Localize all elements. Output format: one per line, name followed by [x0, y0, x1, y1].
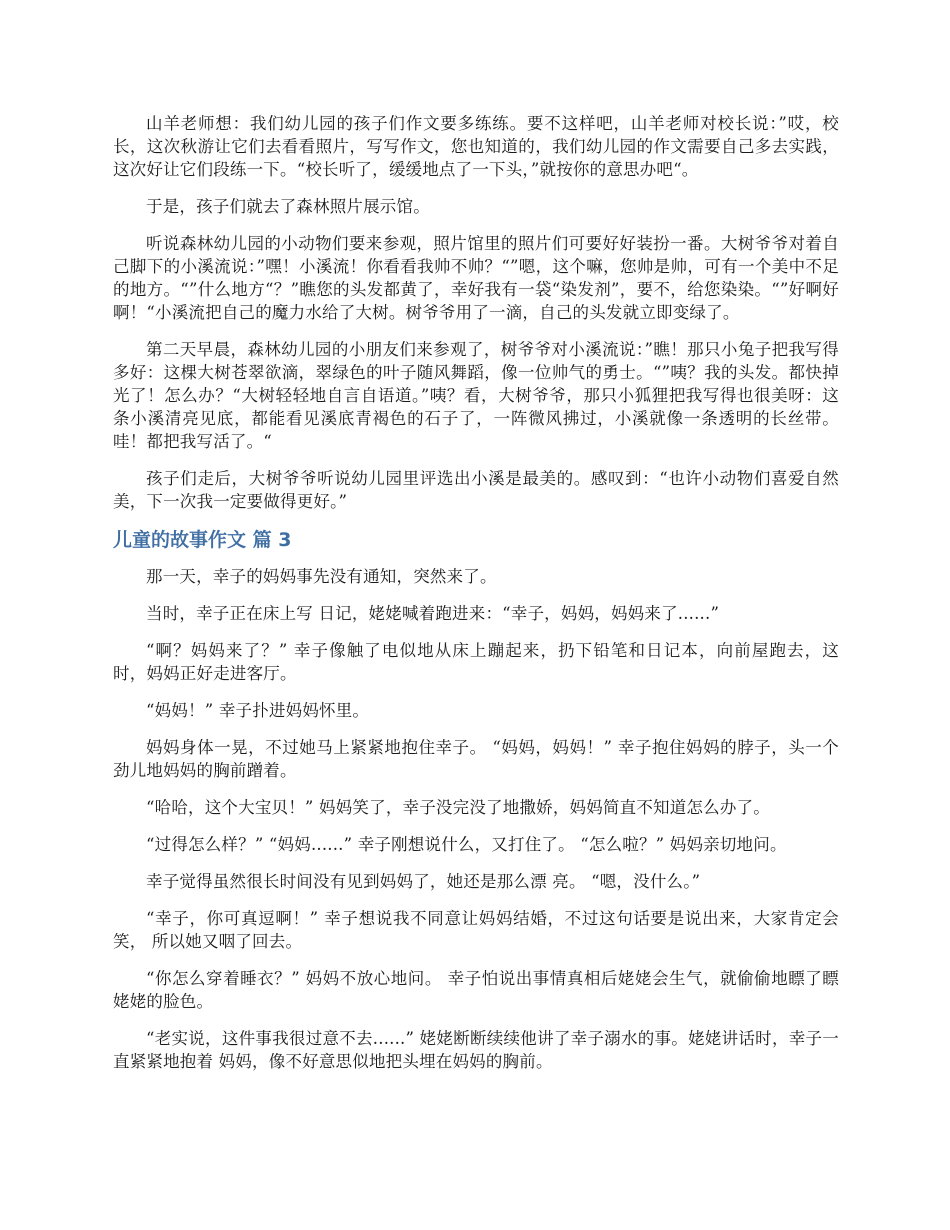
paragraph: “妈妈！” 幸子扑进妈妈怀里。	[146, 701, 370, 720]
section-heading: 儿童的故事作文 篇 3	[113, 529, 292, 551]
paragraph: “幸子，你可真逗啊！” 幸子想说我不同意让妈妈结婚，不过这句话要是说出来，大家肯定会笑， 所以她又咽了回去。	[113, 909, 839, 951]
story-section-2-end	[113, 112, 839, 513]
paragraph: 当时，幸子正在床上写 日记，姥姥喊着跑进来：“幸子，妈妈，妈妈来了......”	[146, 604, 720, 623]
paragraph: “老实说，这件事我很过意不去......” 姥姥断断续续他讲了幸子溺水的事。姥姥讲话时，幸子一直紧紧地抱着 妈妈，像不好意思似地把头埋在妈妈的胸前。	[113, 1029, 839, 1071]
paragraph: 妈妈身体一晃，不过她马上紧紧地抱住幸子。 “妈妈，妈妈！” 幸子抱住妈妈的脖子，头一个劲儿地妈妈的胸前蹭着。	[113, 738, 839, 780]
paragraph: 孩子们走后，大树爷爷听说幼儿园里评选出小溪是最美的。感叹到：“也许小动物们喜爱自然美，下一次我一定要做得更好。”	[113, 469, 839, 511]
paragraph: 第二天早晨，森林幼儿园的小朋友们来参观了，树爷爷对小溪流说：”瞧！那只小兔子把我写得多好：这棵大树苍翠欲滴，翠绿色的叶子随风舞蹈，像一位帅气的勇士。“”咦？我的头发。都快掉光了！怎么办？“大树轻轻地自言自语道。”咦？看，大树爷爷，那只小狐狸把我写得也很美呀：这条小溪清亮见底，都能看见溪底青褐色的石子了，一阵微风拂过，小溪就像一条透明的长丝带。哇！都把我写活了。“	[113, 340, 839, 451]
paragraph: “哈哈，这个大宝贝！” 妈妈笑了，幸子没完没了地撒娇，妈妈简直不知道怎么办了。	[146, 798, 770, 817]
story-section-3	[113, 565, 839, 1073]
paragraph: 听说森林幼儿园的小动物们要来参观，照片馆里的照片们可要好好装扮一番。大树爷爷对着自己脚下的小溪流说：”嘿！小溪流！你看看我帅不帅？“”嗯，这个嘛，您帅是帅，可有一个美中不足的地方。“”什么地方“？”瞧您的头发都黄了，幸好我有一袋“染发剂”，要不，给您染染。“”好啊好啊！“小溪流把自己的魔力水给了大树。树爷爷用了一滴，自己的头发就立即变绿了。	[113, 234, 839, 322]
paragraph: “过得怎么样？” “妈妈......” 幸子刚想说什么，又打住了。 “怎么啦？” 妈妈亲切地问。	[146, 835, 787, 854]
paragraph: 幸子觉得虽然很长时间没有见到妈妈了，她还是那么漂 亮。 “嗯，没什么。”	[146, 872, 701, 891]
document-page	[113, 112, 839, 1087]
paragraph: 山羊老师想：我们幼儿园的孩子们作文要多练练。要不这样吧，山羊老师对校长说：”哎，校长，这次秋游让它们去看看照片，写写作文，您也知道的，我们幼儿园的作文需要自己多去实践，这次好让它们段练一下。“校长听了，缓缓地点了一下头，”就按你的意思办吧“。	[113, 114, 839, 179]
paragraph: 于是，孩子们就去了森林照片展示馆。	[146, 197, 430, 216]
paragraph: 那一天，幸子的妈妈事先没有通知，突然来了。	[146, 567, 497, 586]
paragraph: “啊？妈妈来了？” 幸子像触了电似地从床上蹦起来，扔下铅笔和日记本，向前屋跑去，这 时，妈妈正好走进客厅。	[113, 641, 839, 683]
paragraph: “你怎么穿着睡衣？” 妈妈不放心地问。 幸子怕说出事情真相后姥姥会生气，就偷偷地瞟了瞟姥姥的脸色。	[113, 969, 839, 1011]
